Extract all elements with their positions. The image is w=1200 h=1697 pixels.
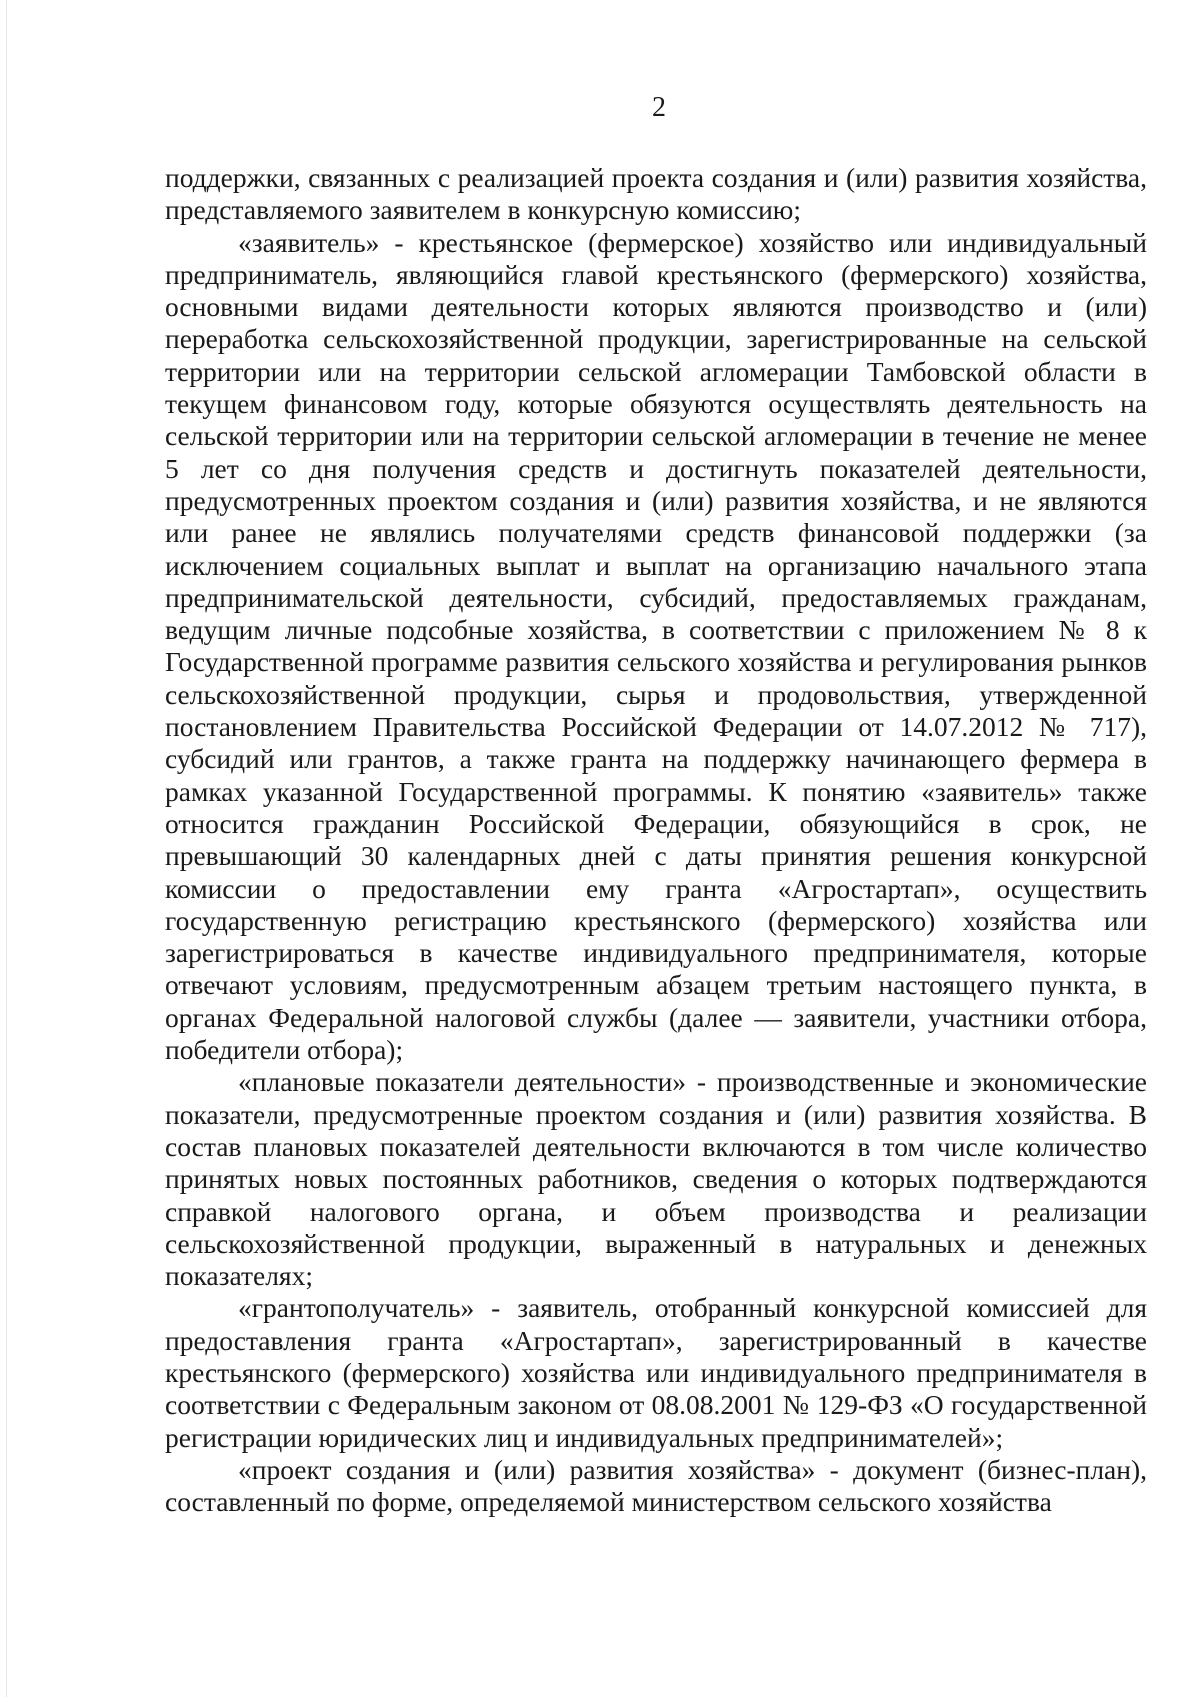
- paragraph-continuation: поддержки, связанных с реализацией проекта создания и (или) развития хозяйства, представляемого заявителем в конкурсную комиссию;: [165, 162, 1147, 226]
- paragraph-definition-project: «проект создания и (или) развития хозяйства» - документ (бизнес-план), составленный по форме, определяемой министерством сельского хозяйства: [165, 1453, 1147, 1518]
- document-body: [165, 162, 1147, 1518]
- paragraph-definition-applicant: «заявитель» - крестьянское (фермерское) хозяйство или индивидуальный предприниматель, являющийся главой крестьянского (фермерского) хозяйства, основными видами деятельности которых являются производство и (или) переработка сельскохозяйственной продукции, зарегистрированные на сельской территории или на территории сельской агломерации Тамбовской области в текущем финансовом году, которые обязуются осуществлять деятельность на сельской территории или на территории сельской агломерации в течение не менее 5 лет со дня получения средств и достигнуть показателей деятельности, предусмотренных проектом создания и (или) развития хозяйства, и не являются или ранее не являлись получателями средств финансовой поддержки (за исключением социальных выплат и выплат на организацию начального этапа предпринимательской деятельности, субсидий, предоставляемых гражданам, ведущим личные подсобные хозяйства, в соответствии с приложением № 8 к Государственной программе развития сельского хозяйства и регулирования рынков сельскохозяйственной продукции, сырья и продовольствия, утвержденной постановлением Правительства Российской Федерации от 14.07.2012 № 717), субсидий или грантов, а также гранта на поддержку начинающего фермера в рамках указанной Государственной программы. К понятию «заявитель» также относится гражданин Российской Федерации, обязующийся в срок, не превышающий 30 календарных дней с даты принятия решения конкурсной комиссии о предоставлении ему гранта «Агростартап», осуществить государственную регистрацию крестьянского (фермерского) хозяйства или зарегистрироваться в качестве индивидуального предпринимателя, которые отвечают условиям, предусмотренным абзацем третьим настоящего пункта, в органах Федеральной налоговой службы (далее — заявители, участники отбора, победители отбора);: [165, 226, 1147, 1066]
- page-number: 2: [652, 92, 666, 123]
- paragraph-definition-grant-recipient: «грантополучатель» - заявитель, отобранный конкурсной комиссией для предоставления гранта «Агростартап», зарегистрированный в качестве крестьянского (фермерского) хозяйства или индивидуального предпринимателя в соответствии с Федеральным законом от 08.08.2001 № 129-ФЗ «О государственной регистрации юридических лиц и индивидуальных предпринимателей»;: [165, 1292, 1147, 1453]
- paragraph-definition-planned-indicators: «плановые показатели деятельности» - производственные и экономические показатели, предусмотренные проектом создания и (или) развития хозяйства. В состав плановых показателей деятельности включаются в том числе количество принятых новых постоянных работников, сведения о которых подтверждаются справкой налогового органа, и объем производства и реализации сельскохозяйственной продукции, выраженный в натуральных и денежных показателях;: [165, 1066, 1147, 1292]
- scan-edge-line: [6, 0, 7, 1697]
